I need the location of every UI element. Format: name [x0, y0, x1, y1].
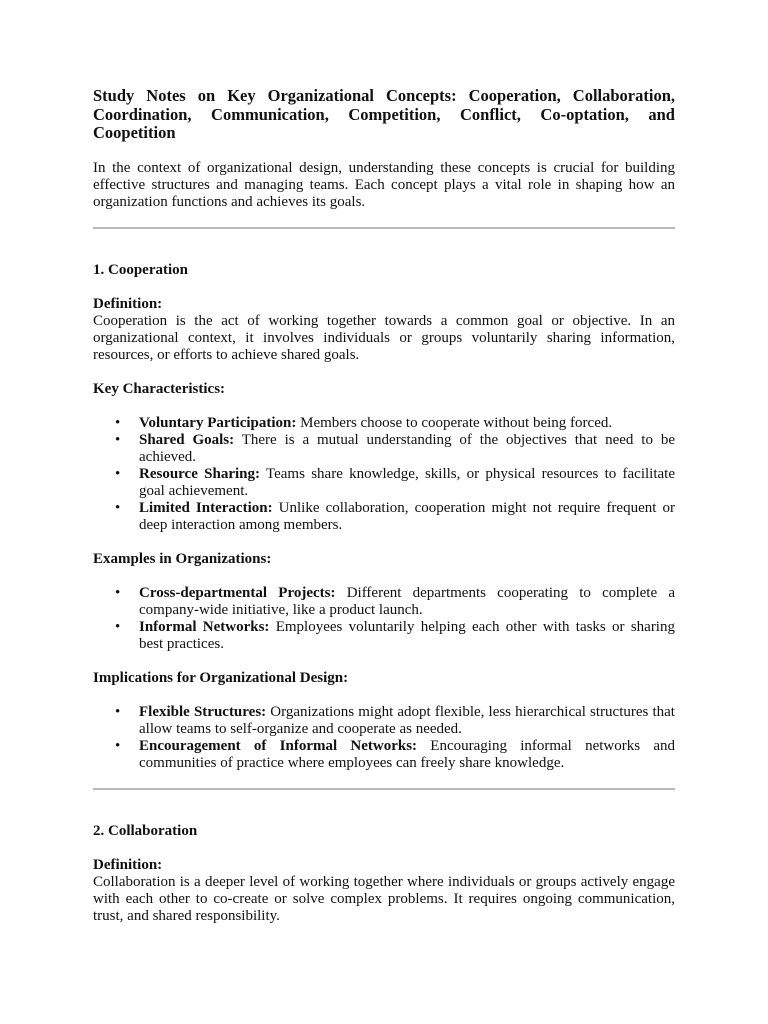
list-item-text: Unlike collaboration, cooperation might not require frequent or deep interaction among members.: [139, 499, 675, 533]
bullet-icon: •: [115, 465, 121, 482]
definition-label: Definition:: [93, 295, 163, 312]
definition-text: Cooperation is the act of working together towards a common goal or objective. In an organizational context, it involves individuals or groups voluntarily sharing information, resources, or efforts to achieve shared goals.: [93, 312, 675, 363]
implications-list: [93, 704, 675, 772]
list-item: [115, 584, 675, 619]
list-item: [115, 703, 675, 738]
intro-paragraph: In the context of organizational design, understanding these concepts is crucial for building effective structures and managing teams. Each concept plays a vital role in shaping how an organization functions and achieves its goals.: [93, 159, 675, 210]
list-item-term: Cross-departmental Projects:: [139, 584, 336, 601]
list-item-text: Different departments cooperating to complete a company-wide initiative, like a product launch.: [139, 584, 675, 618]
section-divider: [93, 227, 675, 229]
list-item-text: Employees voluntarily helping each other with tasks or sharing best practices.: [139, 618, 675, 652]
bullet-icon: •: [115, 414, 121, 431]
definition-label: Definition:: [93, 856, 163, 873]
list-item-text: Organizations might adopt flexible, less hierarchical structures that allow teams to self-organize and cooperate as needed.: [139, 703, 675, 737]
list-item-term: Informal Networks:: [139, 618, 270, 635]
characteristics-list: [93, 415, 675, 534]
section-heading-collaboration: 2. Collaboration: [93, 822, 198, 839]
document-title: Study Notes on Key Organizational Concepts: Cooperation, Collaboration, Coordination, Communication, Competition, Conflict, Co-optation, and Coopetition: [93, 86, 675, 142]
implications-heading: Implications for Organizational Design:: [93, 669, 349, 686]
list-item: [115, 431, 675, 466]
bullet-icon: •: [115, 499, 121, 516]
list-item-term: Resource Sharing:: [139, 465, 260, 482]
list-item-text: Teams share knowledge, skills, or physical resources to facilitate goal achievement.: [139, 465, 675, 499]
list-item: [115, 414, 675, 432]
bullet-icon: •: [115, 737, 121, 754]
bullet-icon: •: [115, 618, 121, 635]
definition-block: [93, 857, 675, 925]
list-item-term: Voluntary Participation:: [139, 414, 297, 431]
list-item: [115, 465, 675, 500]
list-item-text: Encouraging informal networks and communities of practice where employees can freely share knowledge.: [139, 737, 675, 771]
examples-list: [93, 585, 675, 653]
list-item: [115, 618, 675, 653]
list-item: [115, 499, 675, 534]
list-item-text: There is a mutual understanding of the objectives that need to be achieved.: [139, 431, 675, 465]
list-item-term: Shared Goals:: [139, 431, 235, 448]
bullet-icon: •: [115, 703, 121, 720]
definition-block: [93, 296, 675, 364]
document-page: [93, 87, 675, 942]
examples-heading: Examples in Organizations:: [93, 550, 272, 567]
definition-text: Collaboration is a deeper level of working together where individuals or groups actively engage with each other to co-create or solve complex problems. It requires ongoing communication, trust, and shared responsibility.: [93, 873, 675, 924]
list-item: [115, 737, 675, 772]
bullet-icon: •: [115, 431, 121, 448]
list-item-term: Flexible Structures:: [139, 703, 267, 720]
list-item-term: Limited Interaction:: [139, 499, 273, 516]
bullet-icon: •: [115, 584, 121, 601]
list-item-term: Encouragement of Informal Networks:: [139, 737, 418, 754]
list-item-text: Members choose to cooperate without being forced.: [296, 414, 613, 431]
section-heading-cooperation: 1. Cooperation: [93, 261, 188, 278]
section-divider: [93, 788, 675, 790]
characteristics-heading: Key Characteristics:: [93, 380, 226, 397]
